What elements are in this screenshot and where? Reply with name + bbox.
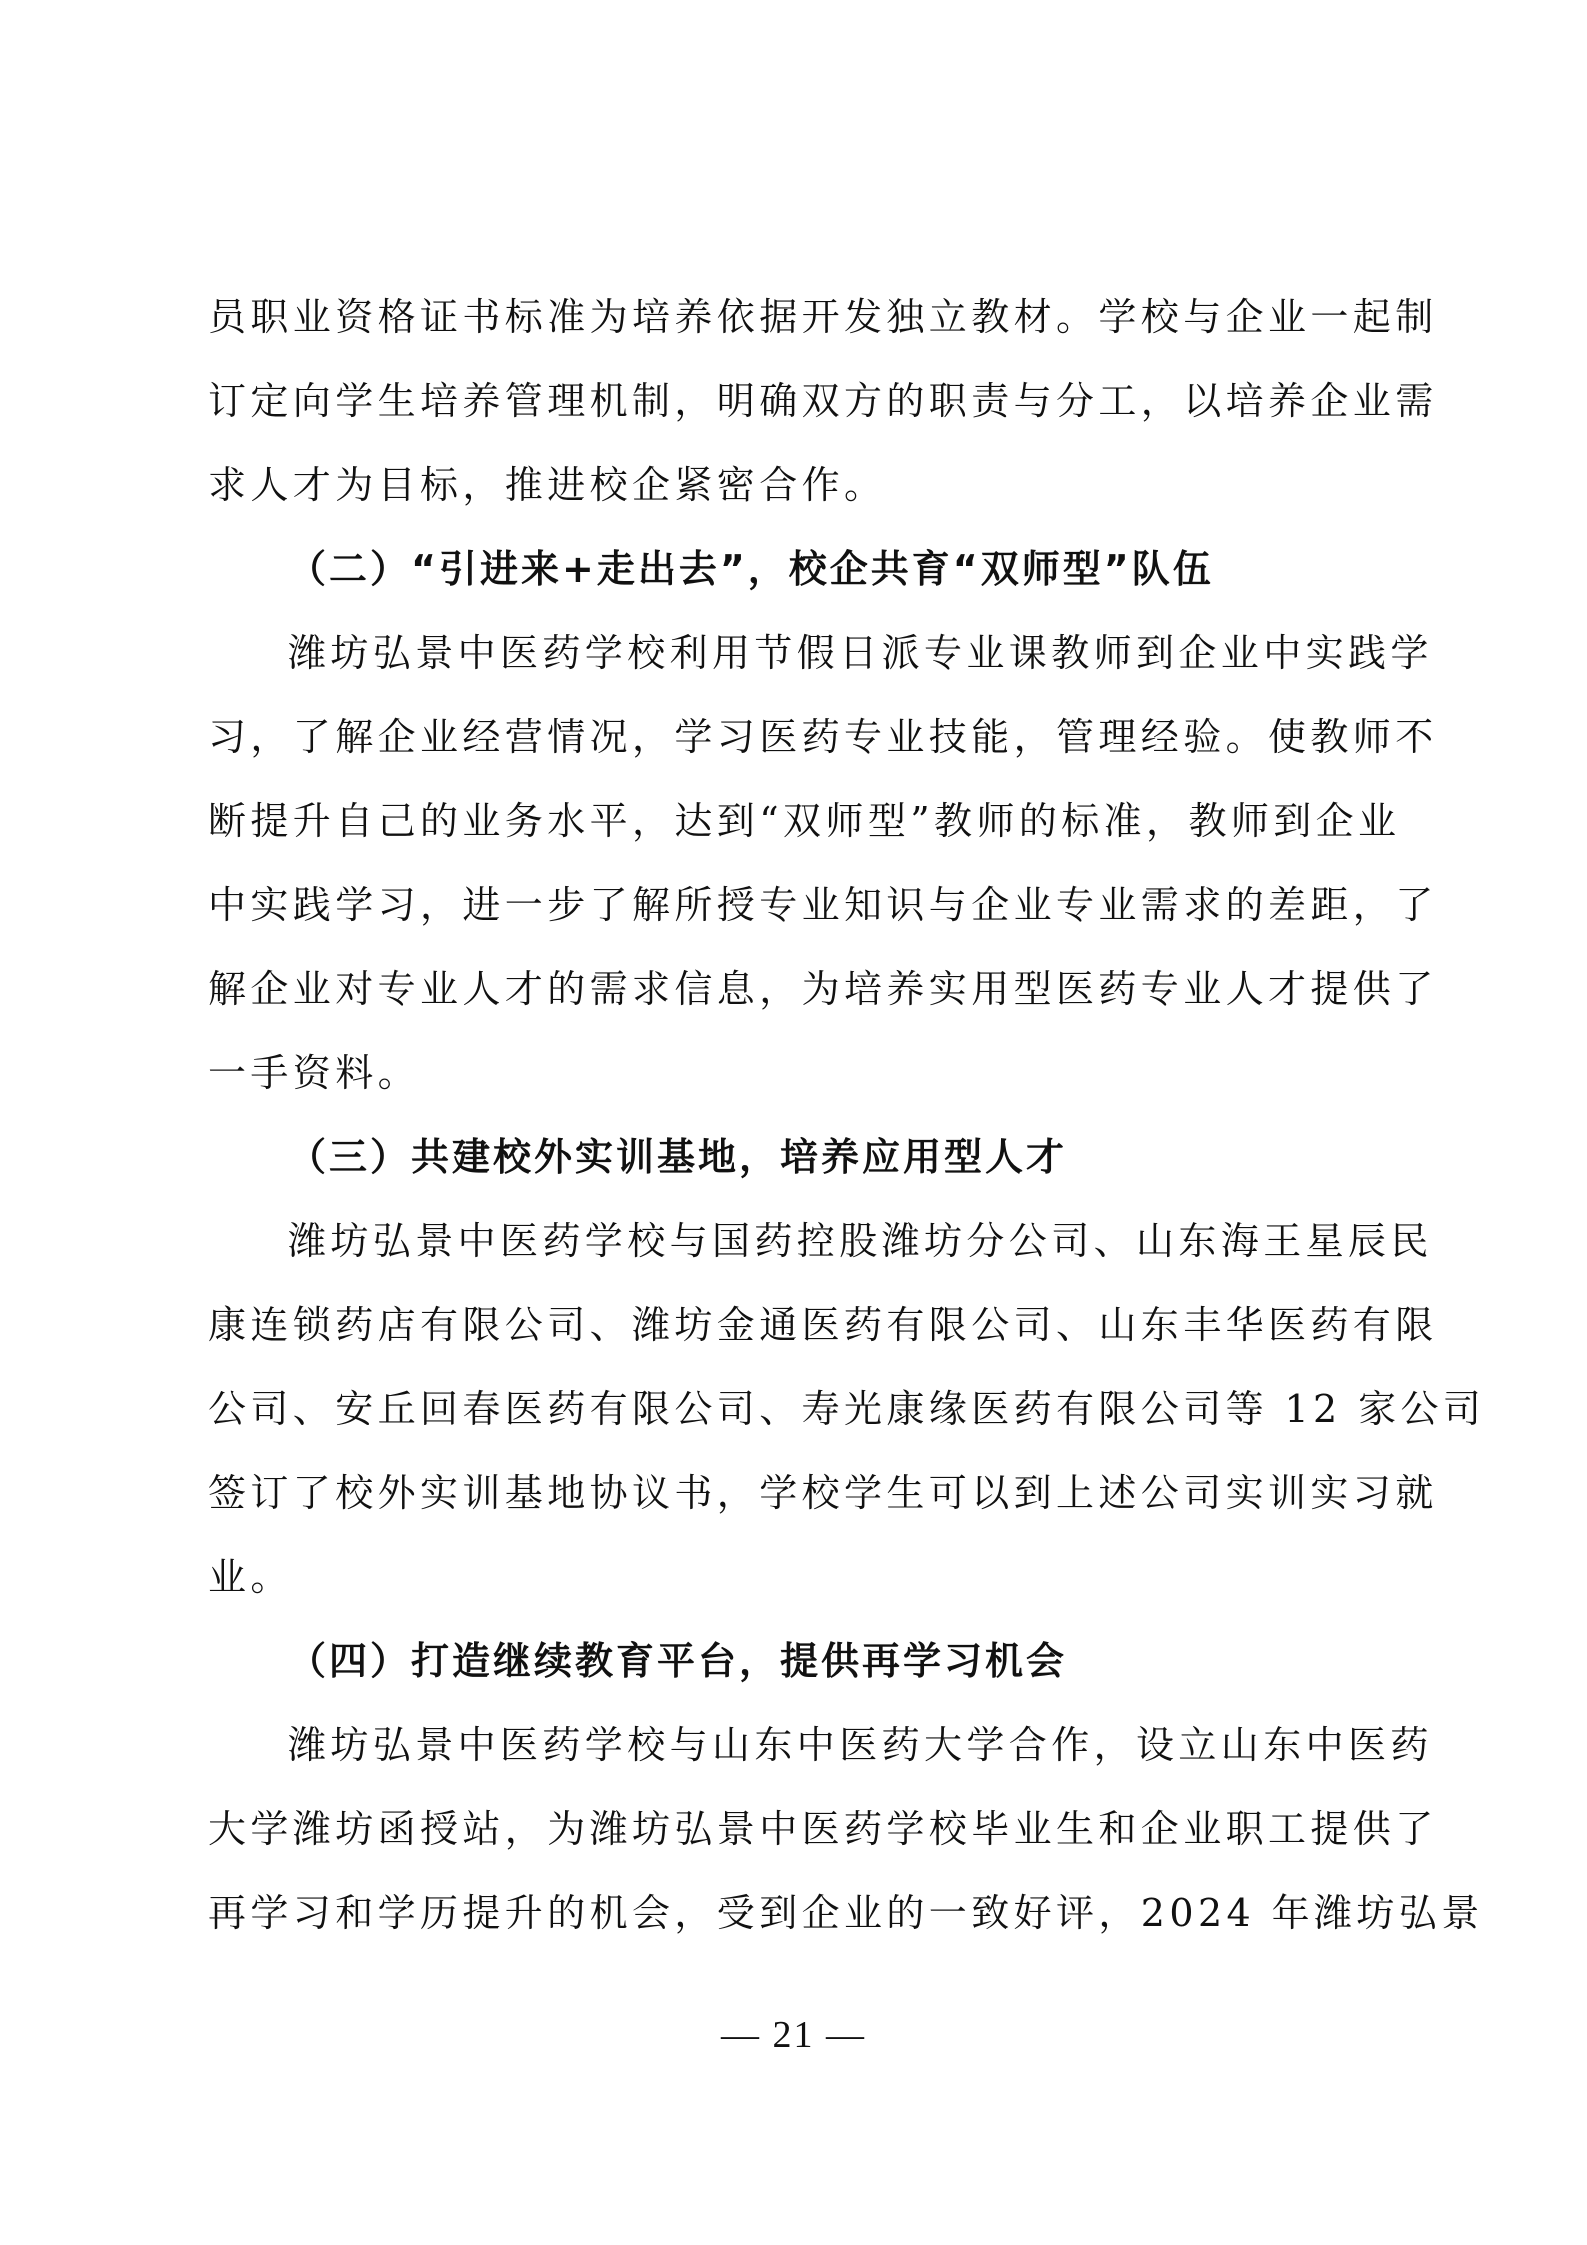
section-heading-4: （四）打造继续教育平台，提供再学习机会 — [288, 1639, 1068, 1683]
section-heading-3: （三）共建校外实训基地，培养应用型人才 — [288, 1135, 1068, 1179]
paragraph-line: 习，了解企业经营情况，学习医药专业技能，管理经验。使教师不 — [208, 715, 1438, 759]
paragraph-line: 潍坊弘景中医药学校与国药控股潍坊分公司、山东海王星辰民 — [288, 1219, 1433, 1263]
paragraph-line: 员职业资格证书标准为培养依据开发独立教材。学校与企业一起制 — [208, 295, 1438, 339]
paragraph-line: 公司、安丘回春医药有限公司、寿光康缘医药有限公司等 12 家公司 — [208, 1387, 1486, 1431]
paragraph-line: 订定向学生培养管理机制，明确双方的职责与分工，以培养企业需 — [208, 379, 1438, 423]
paragraph-line: 再学习和学历提升的机会，受到企业的一致好评，2024 年潍坊弘景 — [208, 1891, 1484, 1935]
paragraph-line: 签订了校外实训基地协议书，学校学生可以到上述公司实训实习就 — [208, 1471, 1438, 1515]
paragraph-line: 解企业对专业人才的需求信息，为培养实用型医药专业人才提供了 — [208, 967, 1438, 1011]
paragraph-line: 潍坊弘景中医药学校利用节假日派专业课教师到企业中实践学 — [288, 631, 1433, 675]
section-heading-2: （二）“引进来+走出去”，校企共育“双师型”队伍 — [288, 547, 1214, 591]
paragraph-line: 一手资料。 — [208, 1051, 421, 1095]
paragraph-line: 潍坊弘景中医药学校与山东中医药大学合作，设立山东中医药 — [288, 1723, 1433, 1767]
page-number: — 21 — — [721, 2014, 866, 2056]
paragraph-line: 中实践学习，进一步了解所授专业知识与企业专业需求的差距，了 — [208, 883, 1438, 927]
paragraph-line: 求人才为目标，推进校企紧密合作。 — [208, 463, 887, 507]
paragraph-line: 断提升自己的业务水平，达到“双师型”教师的标准，教师到企业 — [208, 799, 1401, 843]
paragraph-line: 康连锁药店有限公司、潍坊金通医药有限公司、山东丰华医药有限 — [208, 1303, 1438, 1347]
paragraph-line: 业。 — [208, 1555, 293, 1599]
paragraph-line: 大学潍坊函授站，为潍坊弘景中医药学校毕业生和企业职工提供了 — [208, 1807, 1438, 1851]
